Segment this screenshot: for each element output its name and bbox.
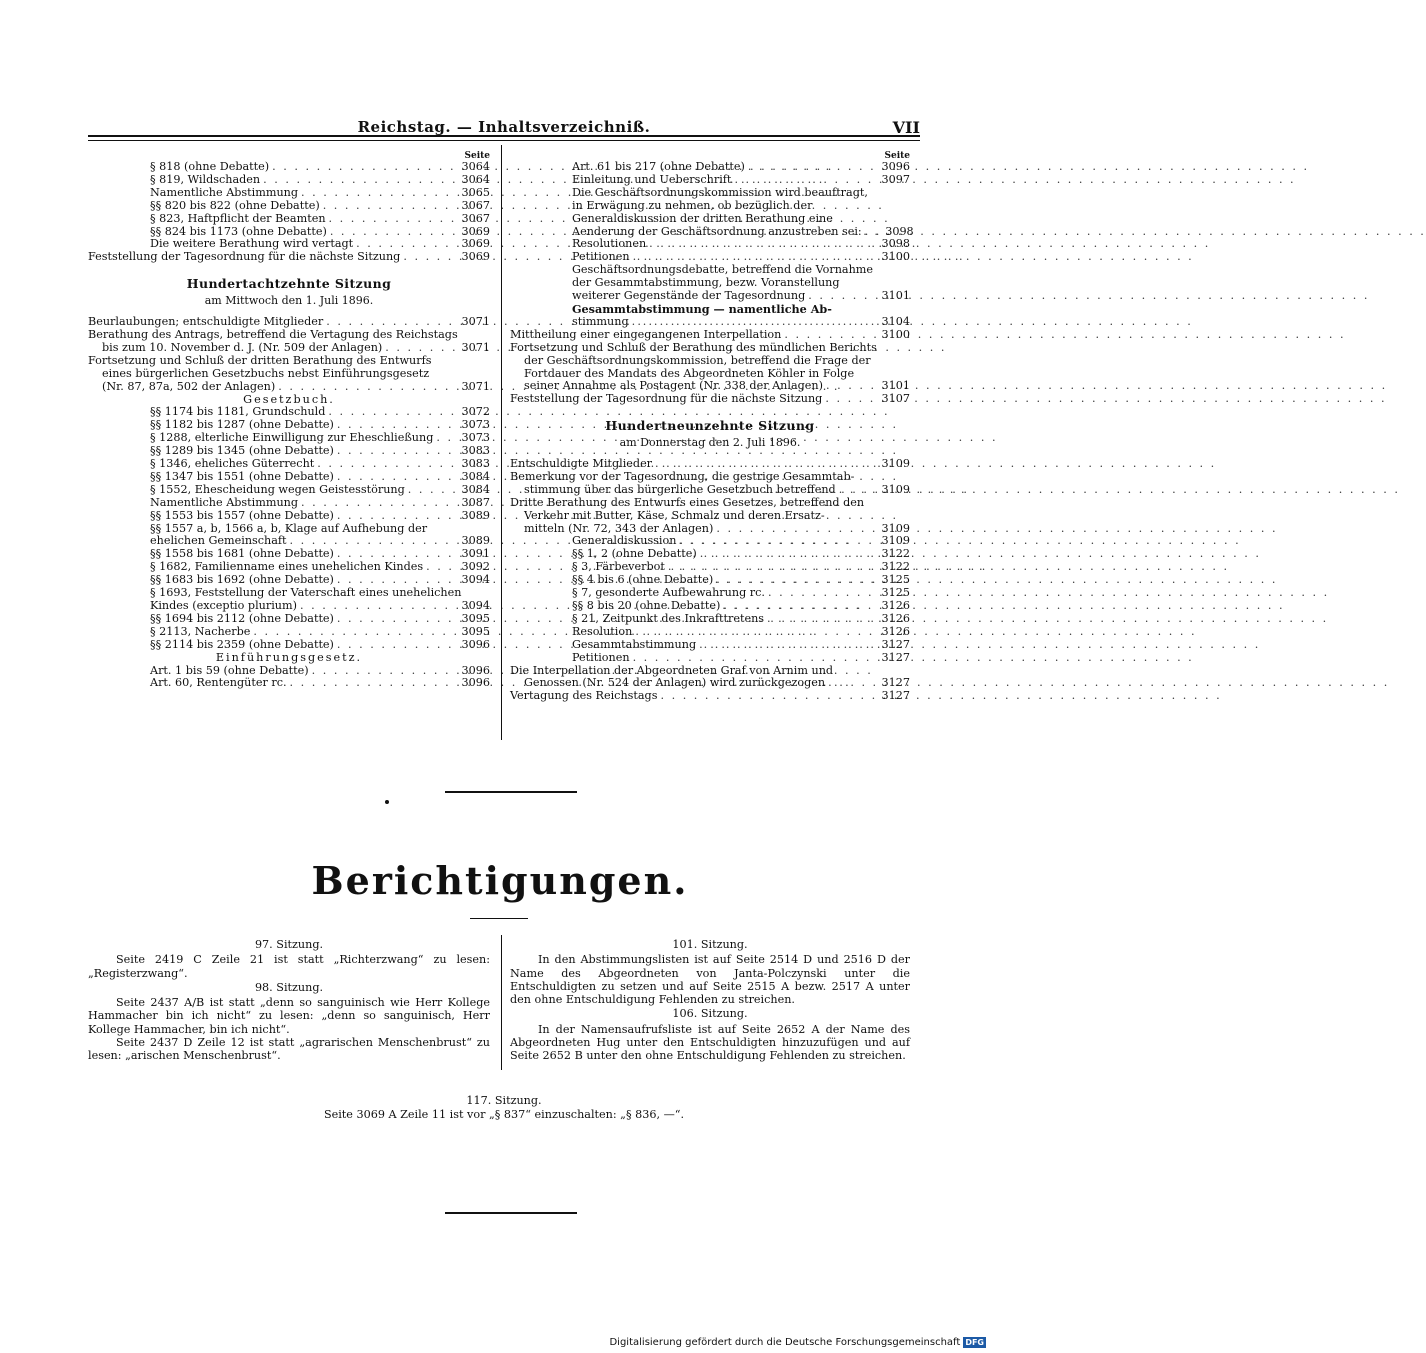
page-ref: 3071 xyxy=(461,379,490,393)
toc-entry xyxy=(88,251,490,264)
toc-entry xyxy=(88,381,490,394)
page-ref: 3126 xyxy=(881,611,910,625)
page-ref: 3071 xyxy=(461,315,490,329)
entry-text: §§ 4 bis 6 (ohne Debatte) xyxy=(572,573,714,587)
toc-left-column xyxy=(88,150,490,690)
page-ref: 3073 xyxy=(461,418,490,432)
toc-entry xyxy=(88,471,490,484)
left-top-entries xyxy=(88,161,490,264)
toc-entry xyxy=(88,200,490,213)
entry-text: §§ 1694 bis 2112 (ohne Debatte) xyxy=(150,611,334,625)
entry-text: § 7, gesonderte Aufbewahrung rc. xyxy=(572,586,765,600)
toc-entry xyxy=(88,677,490,690)
toc-entry xyxy=(510,161,910,174)
correction-heading: 98. Sitzung. xyxy=(254,980,324,994)
page-ref: 3127 xyxy=(881,637,910,651)
title-rule xyxy=(470,918,528,919)
page-ref: 3083 xyxy=(461,457,490,471)
page-ref: 3109 xyxy=(881,521,910,535)
page-ref: 3109 xyxy=(881,482,910,496)
entry-text: Art. 1 bis 59 (ohne Debatte) xyxy=(150,663,309,677)
toc-entry: Generaldiskussion der dritten Berathung eine xyxy=(572,211,833,225)
toc-entry xyxy=(510,600,910,613)
page-ref: 3084 xyxy=(461,469,490,483)
leader-dots xyxy=(408,484,449,497)
page-ref: 3083 xyxy=(461,444,490,458)
entry-text: Beurlaubungen; entschuldigte Mitglieder xyxy=(88,315,324,329)
page-ref: 3098 xyxy=(885,224,914,238)
page-ref: 3127 xyxy=(881,676,910,690)
toc-entry xyxy=(88,187,490,200)
leader-dots xyxy=(337,471,449,484)
toc-entry xyxy=(510,329,910,342)
entry-text: Art. 60, Rentengüter rc. xyxy=(150,676,287,690)
leader-dots xyxy=(385,342,449,355)
leader-dots xyxy=(660,690,869,703)
leader-dots xyxy=(337,613,449,626)
right-session-entries xyxy=(510,458,910,703)
toc-entry xyxy=(510,484,910,497)
toc-entry: Verkehr mit Butter, Käse, Schmalz und deren Ersatz- xyxy=(524,508,825,522)
leader-dots xyxy=(323,200,449,213)
page-ref: 3126 xyxy=(881,624,910,638)
entry-text: ehelichen Gemeinschaft xyxy=(150,534,287,548)
correction-heading: 117. Sitzung. xyxy=(466,1094,542,1107)
page-ref: 3109 xyxy=(881,457,910,471)
entry-text: Generaldiskussion xyxy=(572,534,677,548)
entry-text: bis zum 10. November d. J. (Nr. 509 der Anlagen) xyxy=(102,340,383,354)
leader-dots xyxy=(734,174,869,187)
leader-dots xyxy=(633,652,869,665)
page-ref: 3067 xyxy=(461,211,490,225)
toc-entry xyxy=(88,484,490,497)
entry-text: weiterer Gegenstände der Tagesordnung xyxy=(572,289,806,303)
correction-text: In den Abstimmungslisten ist auf Seite 2514 D und 2516 D der Name des Abgeordneten von Janta-Polczynski unter die Entschuldigten zu setzen und auf Seite 2515 A bezw. 2517 A unter den ohne Entschuldigung Fehlenden zu streichen. xyxy=(510,953,910,1007)
entry-text: Aenderung der Geschäftsordnung anzustreben sei: xyxy=(572,224,862,238)
entry-text: Kindes (exceptio plurium) xyxy=(150,599,297,612)
corrections-title: Berichtigungen. xyxy=(311,858,689,903)
toc-entry: Geschäftsordnungsdebatte, betreffend die Vornahme xyxy=(572,263,874,277)
toc-entry xyxy=(510,690,910,703)
toc-entry xyxy=(510,652,910,665)
entry-text: §§ 1174 bis 1181, Grundschuld xyxy=(150,405,326,419)
page-ref: 3094 xyxy=(461,573,490,587)
page-ref: 3092 xyxy=(461,560,490,574)
entry-text: Art. 61 bis 217 (ohne Debatte) xyxy=(572,160,745,173)
page-ref: 3089 xyxy=(461,508,490,522)
leader-dots xyxy=(748,161,869,174)
page-ref: 3096 xyxy=(881,160,910,173)
entry-text: § 1346, eheliches Güterrecht xyxy=(150,457,315,471)
entry-text: Resolution xyxy=(572,624,633,638)
page-ref: 3109 xyxy=(881,534,910,548)
toc-entry: der Geschäftsordnungskommission, betreffend die Frage der xyxy=(524,353,871,367)
column-divider xyxy=(501,145,502,740)
session-date: am Mittwoch den 1. Juli 1896. xyxy=(204,294,374,308)
entry-text: §§ 1289 bis 1345 (ohne Debatte) xyxy=(150,444,334,458)
leader-dots xyxy=(767,613,869,626)
page-ref: 3127 xyxy=(881,689,910,703)
entry-text: Feststellung der Tagesordnung für die nächste Sitzung xyxy=(88,250,401,264)
leader-dots xyxy=(337,639,449,652)
leader-dots xyxy=(300,600,449,613)
toc-entry xyxy=(510,626,910,639)
seite-label: Seite xyxy=(884,151,910,161)
leader-dots xyxy=(329,213,449,226)
header-title: Reichstag. — Inhaltsverzeichniß. xyxy=(357,118,651,136)
page-ref: 3069 xyxy=(461,237,490,251)
corrections-right xyxy=(510,937,910,1063)
toc-entry: in Erwägung zu nehmen, ob bezüglich der xyxy=(572,198,813,212)
page-ref: 3065 xyxy=(461,185,490,199)
toc-entry: Die Geschäftsordnungskommission wird beauftragt, xyxy=(572,185,868,199)
footer-rule xyxy=(445,1212,577,1214)
leader-dots xyxy=(635,626,869,639)
leader-dots xyxy=(699,639,869,652)
toc-entry xyxy=(88,510,490,523)
toc-entry: Gesammtabstimmung — namentliche Ab- xyxy=(572,301,832,316)
leader-dots xyxy=(290,677,449,690)
entry-text: Die weitere Berathung wird vertagt xyxy=(150,237,354,251)
section-rule xyxy=(445,791,577,793)
toc-entry xyxy=(88,213,490,226)
correction-heading: 101. Sitzung. xyxy=(672,938,748,951)
page-ref: 3100 xyxy=(881,250,910,264)
page-ref: 3087 xyxy=(461,495,490,509)
leader-dots xyxy=(317,458,449,471)
toc-entry xyxy=(510,174,910,187)
toc-entry xyxy=(88,342,490,355)
toc-entry xyxy=(510,613,910,626)
entry-text: Namentliche Abstimmung xyxy=(150,185,299,199)
page-ref: 3072 xyxy=(461,405,490,419)
toc-entry: Fortsetzung und Schluß der dritten Berathung des Entwurfs xyxy=(88,353,432,367)
entry-text: §§ 824 bis 1173 (ohne Debatte) xyxy=(150,224,327,238)
entry-text: §§ 1553 bis 1557 (ohne Debatte) xyxy=(150,508,334,522)
page-number: VII xyxy=(892,118,920,137)
leader-dots xyxy=(301,187,449,200)
entry-text: §§ 1, 2 (ohne Debatte) xyxy=(572,547,697,561)
toc-entry: Fortdauer des Mandats des Abgeordneten Köhler in Folge xyxy=(524,366,855,380)
corrections-left xyxy=(88,937,490,1063)
entry-text: Feststellung der Tagesordnung für die nächste Sitzung xyxy=(510,392,823,406)
entry-text: § 1552, Ehescheidung wegen Geistesstörung xyxy=(150,482,405,496)
toc-entry xyxy=(88,161,490,174)
toc-right-column xyxy=(510,150,914,703)
entry-text: Vertagung des Reichstags xyxy=(510,689,658,703)
correction-text: Seite 3069 A Zeile 11 ist vor „§ 837“ einzuschalten: „§ 836, —“. xyxy=(323,1108,685,1121)
entry-text: § 2113, Nacherbe xyxy=(150,624,251,638)
leader-dots xyxy=(632,316,869,329)
toc-entry: Die Interpellation der Abgeordneten Graf von Arnim und xyxy=(510,663,834,677)
page-ref: 3126 xyxy=(881,599,910,612)
correction-text: In der Namensaufrufsliste ist auf Seite 2652 A der Name des Abgeordneten Hug unter den Entschuldigten hinzuzufügen und auf Seite 2652 B unter den ohne Entschuldigung Fehlenden zu streichen. xyxy=(510,1022,910,1063)
entry-text: Resolutionen xyxy=(572,237,647,251)
page-ref: 3122 xyxy=(881,560,910,574)
entry-text: § 823, Haftpflicht der Beamten xyxy=(150,211,326,225)
page-ref: 3064 xyxy=(461,160,490,173)
entry-text: Petitionen xyxy=(572,650,630,664)
right-top-entries xyxy=(510,160,914,406)
entry-text: § 1288, elterliche Einwilligung zur Eheschließung xyxy=(150,431,434,445)
page-ref: 3125 xyxy=(881,586,910,600)
entry-text: § 3, Färbeverbot xyxy=(572,560,665,574)
corrections-bottom xyxy=(88,1094,920,1122)
toc-entry: Dritte Berathung des Entwurfs eines Gesetzes, betreffend den xyxy=(510,495,865,509)
seite-label: Seite xyxy=(464,151,490,161)
leader-dots xyxy=(825,393,869,406)
leader-dots xyxy=(723,600,869,613)
dfg-logo-icon: DFG xyxy=(965,1338,984,1347)
page-ref: 3104 xyxy=(881,314,910,328)
toc-entry xyxy=(510,393,910,406)
entry-text: §§ 1347 bis 1551 (ohne Debatte) xyxy=(150,469,334,483)
toc-entry xyxy=(88,497,490,510)
page-ref: 3098 xyxy=(881,237,910,251)
entry-text: stimmung über das bürgerliche Gesetzbuch betreffend xyxy=(524,482,836,496)
entry-text: §§ 1558 bis 1681 (ohne Debatte) xyxy=(150,547,334,561)
page-ref: 3122 xyxy=(881,547,910,561)
session-title: Hundertneunzehnte Sitzung xyxy=(605,418,815,434)
leader-dots xyxy=(403,251,449,264)
correction-text: Seite 2437 D Zeile 12 ist statt „agrarischen Menschenbrust“ zu lesen: „arischen Menschenbrust“. xyxy=(88,1036,490,1063)
toc-entry: Fortsetzung und Schluß der Berathung des mündlichen Berichts xyxy=(510,340,877,354)
entry-text: § 1682, Familienname eines unehelichen Kindes xyxy=(150,560,424,574)
page-ref: 3100 xyxy=(881,327,910,341)
entry-text: §§ 1683 bis 1692 (ohne Debatte) xyxy=(150,573,334,587)
entry-text: §§ 8 bis 20 (ohne Debatte) xyxy=(572,599,721,612)
page-ref: 3073 xyxy=(461,431,490,445)
toc-entry: § 1693, Feststellung der Vaterschaft eines unehelichen xyxy=(150,586,462,600)
entry-text: § 818 (ohne Debatte) xyxy=(150,160,270,173)
entry-text: Petitionen xyxy=(572,250,630,264)
toc-entry xyxy=(88,639,490,652)
leader-dots xyxy=(263,174,449,187)
page-ref: 3064 xyxy=(461,172,490,186)
page-ref: 3084 xyxy=(461,482,490,496)
print-dot xyxy=(385,800,389,804)
entry-text: Einleitung und Ueberschrift xyxy=(572,172,732,186)
leader-dots xyxy=(301,497,449,510)
header-rule xyxy=(88,135,920,141)
toc-entry: eines bürgerlichen Gesetzbuchs nebst Einführungsgesetz xyxy=(102,366,430,380)
entry-text: Gesammtabstimmung xyxy=(572,637,697,651)
toc-entry: Einführungsgesetz. xyxy=(215,650,363,664)
leader-dots xyxy=(337,510,449,523)
toc-entry: der Gesammtabstimmung, bezw. Voranstellung xyxy=(572,276,840,290)
toc-entry: Berathung des Antrags, betreffend die Vertagung des Reichstags xyxy=(88,327,458,341)
entry-text: §§ 1182 bis 1287 (ohne Debatte) xyxy=(150,418,334,432)
entry-text: (Nr. 87, 87a, 502 der Anlagen) xyxy=(102,379,276,393)
entry-text: seiner Annahme als Postagent (Nr. 338 der Anlagen) xyxy=(524,379,823,393)
entry-text: § 21, Zeitpunkt des Inkrafttretens xyxy=(572,611,765,625)
page-ref: 3097 xyxy=(881,172,910,186)
correction-heading: 97. Sitzung. xyxy=(254,938,324,951)
page-ref: 3069 xyxy=(461,250,490,264)
entry-text: Genossen (Nr. 524 der Anlagen) wird zurückgezogen xyxy=(524,676,826,690)
toc-entry xyxy=(88,613,490,626)
page-ref: 3067 xyxy=(461,198,490,212)
correction-heading: 106. Sitzung. xyxy=(672,1007,748,1021)
entry-text: stimmung xyxy=(572,314,629,328)
entry-text: Mittheilung einer eingegangenen Interpellation xyxy=(510,327,782,341)
entry-text: Namentliche Abstimmung xyxy=(150,495,299,509)
toc-entry xyxy=(510,458,910,471)
session-title: Hundertachtzehnte Sitzung xyxy=(186,276,392,292)
correction-text: Seite 2419 C Zeile 21 ist statt „Richterzwang“ zu lesen: „Registerzwang“. xyxy=(88,953,490,980)
toc-entry: Bemerkung vor der Tagesordnung, die gestrige Gesammtab- xyxy=(510,469,855,483)
page-ref: 3069 xyxy=(461,224,490,238)
entry-text: §§ 820 bis 822 (ohne Debatte) xyxy=(150,198,320,212)
page-ref: 3101 xyxy=(881,289,910,303)
page-ref: 3096 xyxy=(461,637,490,651)
page-ref: 3096 xyxy=(461,676,490,690)
entry-text: §§ 2114 bis 2359 (ohne Debatte) xyxy=(150,637,334,651)
correction-text: Seite 2437 A/B ist statt „denn so sanguinisch wie Herr Kollege Hammacher bin ich nicht“ zu lesen: „denn so sanguinisch, Herr Kollege Hammacher, bin ich nicht“. xyxy=(88,996,490,1036)
entry-text: mitteln (Nr. 72, 343 der Anlagen) xyxy=(524,521,714,535)
page-ref: 3095 xyxy=(461,611,490,625)
page-ref: 3089 xyxy=(461,534,490,548)
toc-entry xyxy=(510,316,910,329)
corrections-divider xyxy=(501,935,502,1070)
leader-dots xyxy=(839,484,869,497)
toc-entry xyxy=(88,458,490,471)
page-ref: 3101 xyxy=(881,379,910,393)
toc-entry xyxy=(88,174,490,187)
leader-dots xyxy=(655,458,869,471)
page-ref: 3095 xyxy=(461,624,490,638)
left-session-entries xyxy=(88,316,490,690)
entry-text: Entschuldigte Mitglieder xyxy=(510,457,653,471)
page-ref: 3096 xyxy=(461,663,490,677)
entry-text: § 819, Wildschaden xyxy=(150,172,261,186)
page-ref: 3094 xyxy=(461,599,490,612)
digitization-credit xyxy=(609,1337,986,1348)
leader-dots xyxy=(253,626,449,639)
credit-text: Digitalisierung gefördert durch die Deutsche Forschungsgemeinschaft xyxy=(609,1337,961,1348)
toc-entry: Gesetzbuch. xyxy=(243,392,335,406)
page-ref: 3071 xyxy=(461,340,490,354)
page-ref: 3125 xyxy=(881,573,910,587)
leader-dots xyxy=(784,329,869,342)
page-ref: 3107 xyxy=(881,392,910,406)
session-date: am Donnerstag den 2. Juli 1896. xyxy=(619,436,801,450)
toc-entry: §§ 1557 a, b, 1566 a, b, Klage auf Aufhebung der xyxy=(150,521,428,535)
page-ref: 3127 xyxy=(881,650,910,664)
leader-dots xyxy=(278,381,449,394)
toc-entry xyxy=(88,600,490,613)
toc-entry xyxy=(88,626,490,639)
leader-dots xyxy=(272,161,449,174)
page-ref: 3091 xyxy=(461,547,490,561)
toc-entry xyxy=(510,639,910,652)
